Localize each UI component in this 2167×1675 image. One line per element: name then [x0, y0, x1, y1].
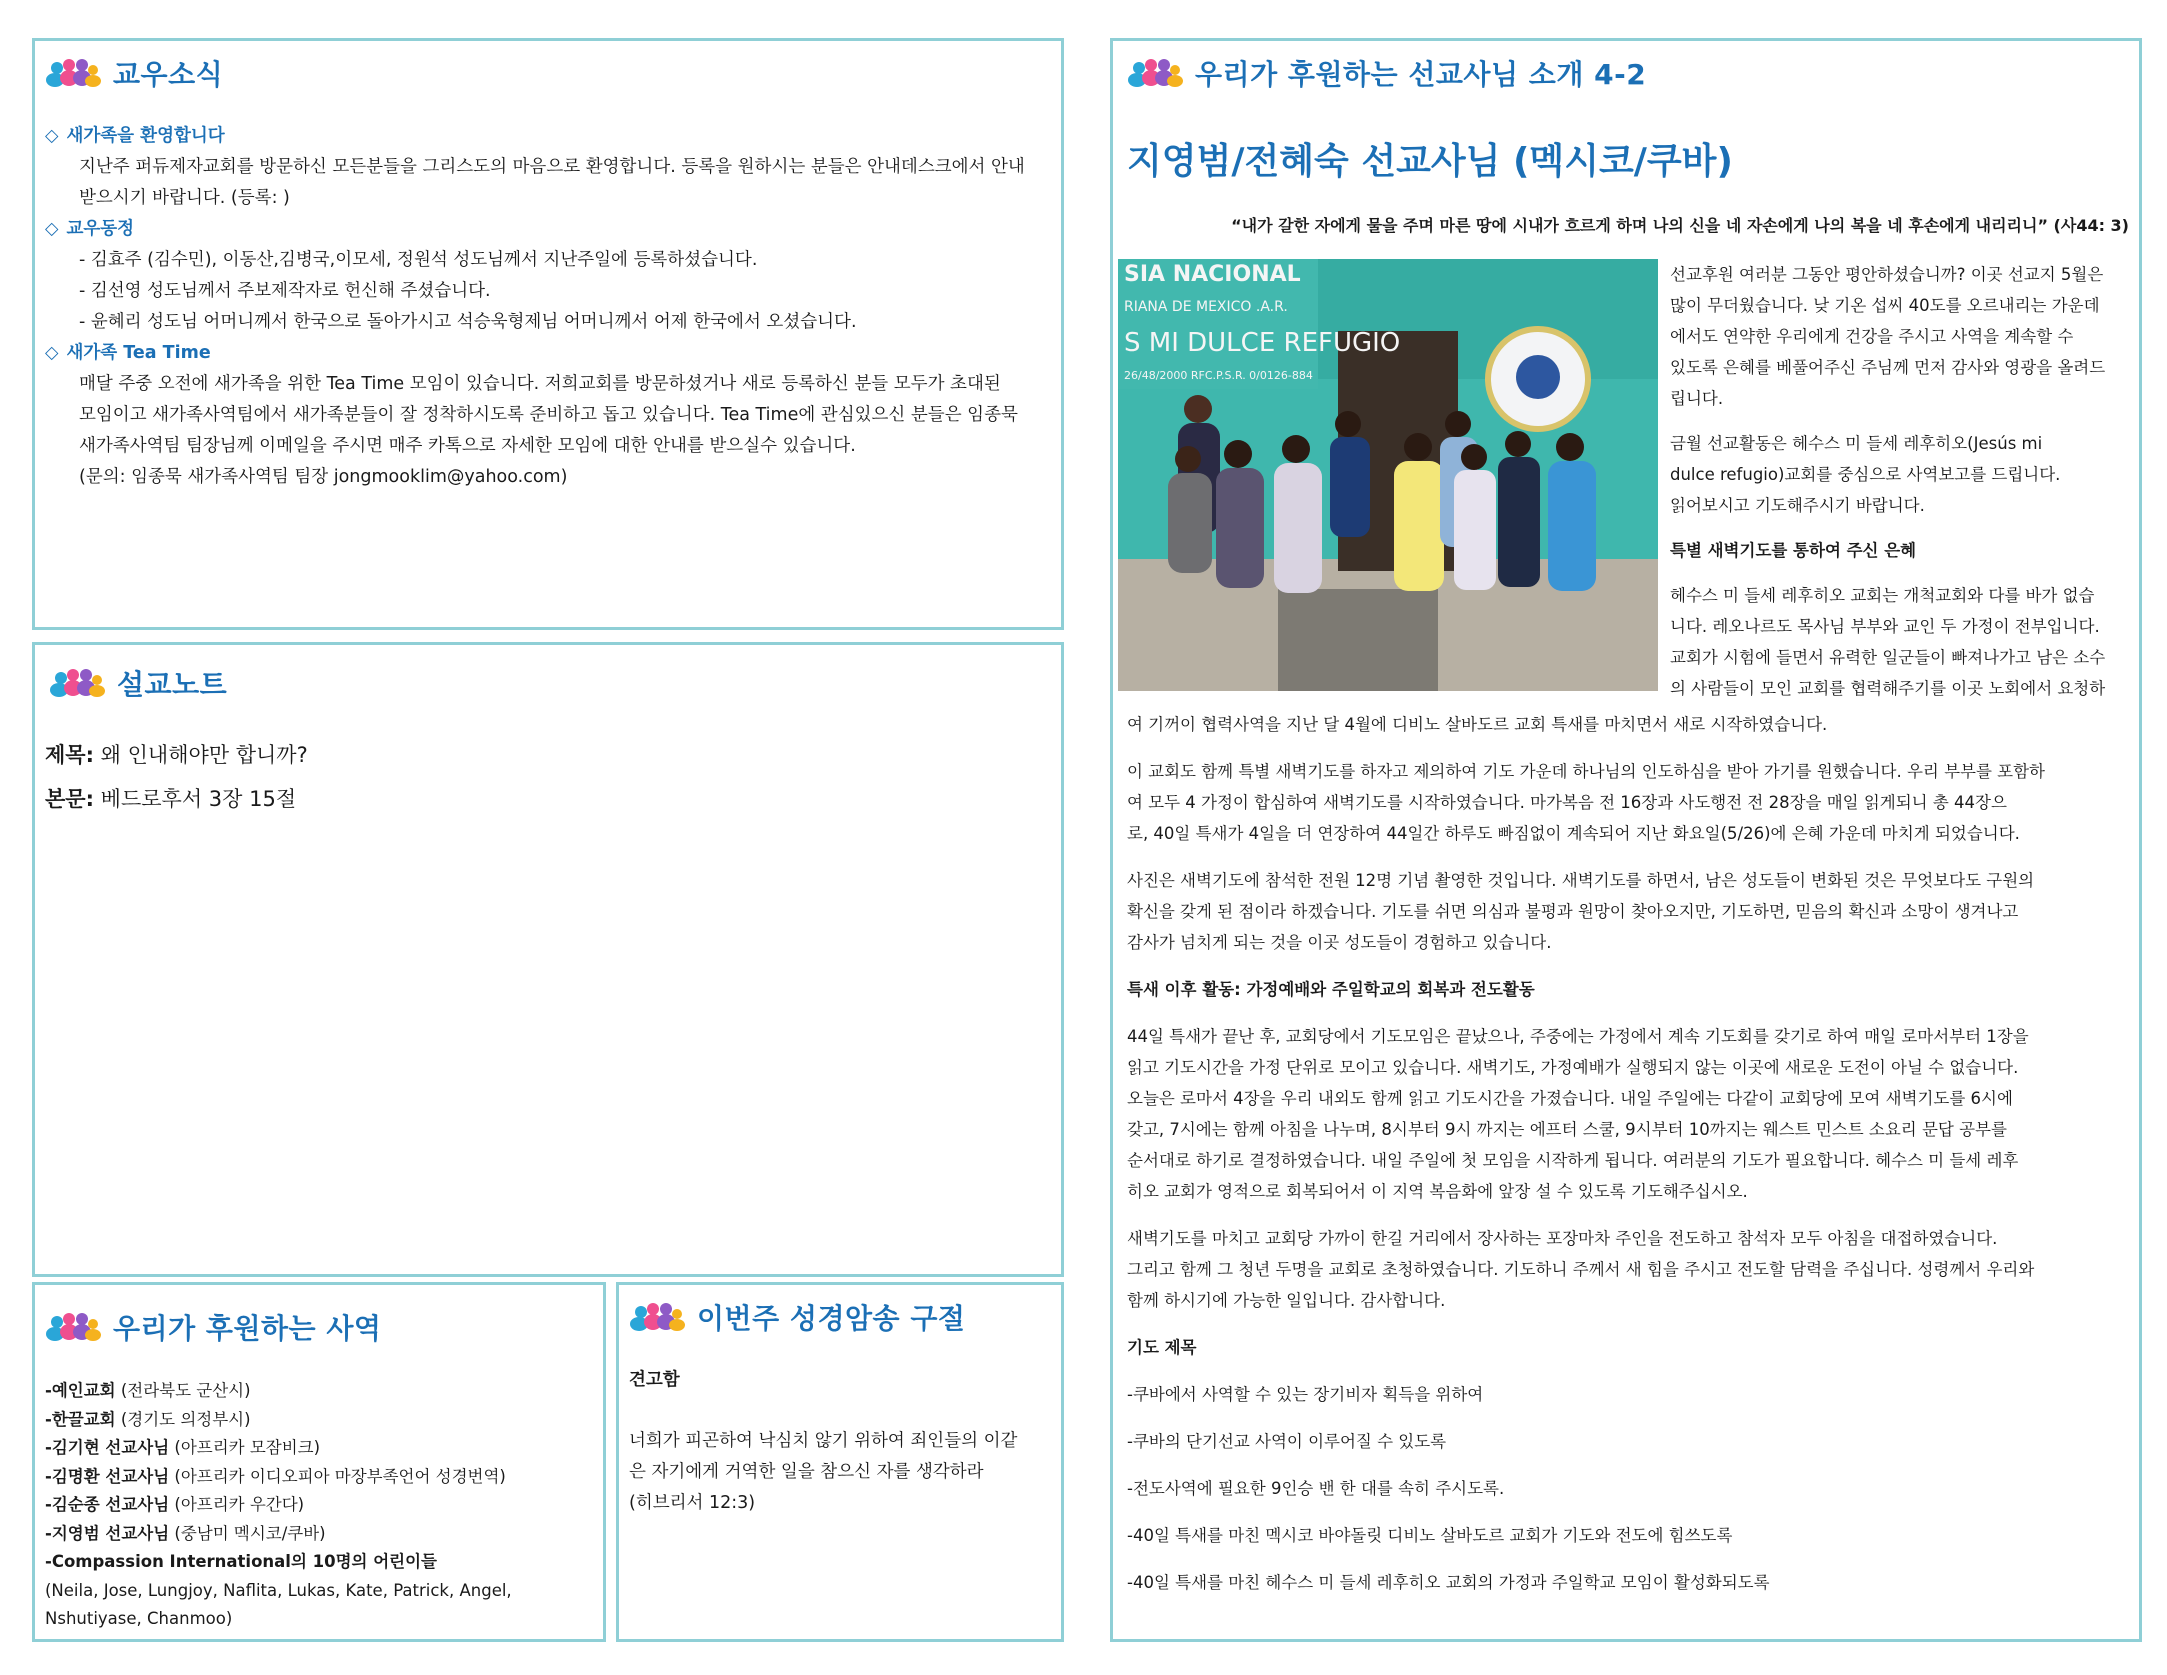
ministries-header [45, 1307, 381, 1347]
diamond-bullet-icon: ◇ [45, 219, 59, 239]
report-line: 순서대로 하기로 결정하였습니다. 내일 주일에 첫 모임을 시작하게 됩니다. 여러분의 기도가 필요합니다. 헤수스 미 들세 레후 [1127, 1151, 2019, 1170]
ministry-item: -Compassion International의 10명의 어린이들 [45, 1552, 437, 1571]
news-line: 받으시기 바랍니다. (등록: ) [79, 188, 290, 208]
grace-line: 니다. 레오나르도 목사님 부부와 교인 두 가정이 전부입니다. [1670, 617, 2100, 636]
group-photo [1118, 259, 1658, 691]
diamond-bullet-icon: ◇ [45, 126, 59, 146]
people-logo-icon [45, 1310, 101, 1344]
news-section-heading: ◇ 새가족을 환영합니다 [45, 126, 225, 146]
ministries-panel [32, 1282, 606, 1642]
photo-sign-text: SIA NACIONAL [1124, 262, 1301, 287]
news-line: - 김선영 성도님께서 주보제작자로 헌신해 주셨습니다. [79, 281, 491, 301]
missionary-report-body [1127, 709, 2127, 1598]
intro-line: 많이 무더웠습니다. 낮 기온 섭씨 40도를 오르내리는 가운데 [1670, 296, 2100, 315]
photo-sign-text: RIANA DE MEXICO .A.R. [1124, 299, 1288, 315]
intro-line: 선교후원 여러분 그동안 평안하셨습니까? 이곳 선교지 5월은 [1670, 265, 2104, 284]
prayer-item: -쿠바의 단기선교 사역이 이루어질 수 있도록 [1127, 1432, 1447, 1451]
report-line: 새벽기도를 마치고 교회당 가까이 한길 거리에서 장사하는 포장마차 주인을 전도하고 참석자 모두 아침을 대접하였습니다. [1127, 1229, 1998, 1248]
intro-line: 에서도 연약한 우리에게 건강을 주시고 사역을 계속할 수 [1670, 327, 2074, 346]
news-body [45, 121, 1051, 493]
news-title: 교우소식 [113, 58, 224, 91]
people-logo-icon [1127, 56, 1183, 90]
verse-line: 은 자기에게 거역한 일을 참으신 자를 생각하라 [629, 1462, 984, 1482]
ministry-children: (Neila, Jose, Lungjoy, Naflita, Lukas, Kate, Patrick, Angel, [45, 1580, 512, 1600]
sermon-panel [32, 642, 1064, 1277]
verse-line: 너희가 피곤하여 낙심치 않기 위하여 죄인들의 이같 [629, 1431, 1018, 1451]
ministry-item: -김기현 선교사님 (아프리카 모잠비크) [45, 1438, 321, 1457]
grace-line: 의 사람들이 모인 교회를 협력해주기를 이곳 노회에서 요청하 [1670, 679, 2106, 698]
report-line: 그리고 함께 그 청년 두명을 교회로 초청하였습니다. 기도하니 주께서 새 힘을 주시고 전도할 담력을 주십니다. 성령께서 우리와 [1127, 1260, 2035, 1279]
prayer-item: -쿠바에서 사역할 수 있는 장기비자 획득을 위하여 [1127, 1385, 1484, 1404]
verse-title: 이번주 성경암송 구절 [697, 1302, 966, 1335]
prayer-item: -전도사역에 필요한 9인승 밴 한 대를 속히 주시도록. [1127, 1479, 1505, 1498]
people-logo-icon [49, 666, 105, 700]
after-activity-heading: 특새 이후 활동: 가정예배와 주일학교의 회복과 전도활동 [1127, 980, 1535, 999]
report-line: 갖고, 7시에는 함께 아침을 나누며, 8시부터 9시 까지는 에프터 스쿨, 9시부터 10까지는 웨스트 민스트 소요리 문답 공부를 [1127, 1120, 2007, 1139]
ministry-item: -예인교회 (전라북도 군산시) [45, 1381, 251, 1400]
grace-line: 교회가 시험에 들면서 유력한 일군들이 빠져나가고 남은 소수 [1670, 648, 2106, 667]
report-line: 함께 하시기에 가능한 일입니다. 감사합니다. [1127, 1291, 1446, 1310]
news-header [45, 53, 223, 93]
missionary-quote: “내가 갈한 자에게 물을 주며 마른 땅에 시내가 흐르게 하며 나의 신을 네 자손에게 나의 복을 네 후손에게 내리리니” (사44: 3) [1231, 216, 2129, 235]
news-section-heading: ◇ 새가족 Tea Time [45, 343, 211, 363]
report-line: 히오 교회가 영적으로 회복되어서 이 지역 복음화에 앞장 설 수 있도록 기도해주십시오. [1127, 1182, 1748, 1201]
verse-reference: (히브리서 12:3) [629, 1493, 756, 1513]
sermon-body [45, 733, 308, 821]
news-line: 새가족사역팀 팀장님께 이메일을 주시면 매주 카톡으로 자세한 모임에 대한 안내를 받으실수 있습니다. [79, 436, 856, 456]
grace-heading: 특별 새벽기도를 통하여 주신 은혜 [1670, 541, 1917, 560]
missionary-intro-column [1670, 259, 2127, 704]
ministries-list [45, 1377, 597, 1634]
news-section-heading: ◇ 교우동정 [45, 219, 135, 239]
report-line: 오늘은 로마서 4장을 우리 내외도 함께 읽고 기도시간을 가졌습니다. 내일 주일에는 다같이 교회당에 모여 새벽기도를 6시에 [1127, 1089, 2013, 1108]
report-line: 여 모두 4 가정이 합심하여 새벽기도를 시작하였습니다. 마가복음 전 16장과 사도행전 전 28장을 매일 읽게되니 총 44장으 [1127, 793, 2007, 812]
sermon-subject-label: 제목: [45, 743, 94, 767]
report-line: 로, 40일 특새가 4일을 더 연장하여 44일간 하루도 빠짐없이 계속되어 지난 화요일(5/26)에 은혜 가운데 마치게 되었습니다. [1127, 824, 2020, 843]
news-panel [32, 38, 1064, 630]
ministry-children: Nshutiyase, Chanmoo) [45, 1609, 233, 1628]
news-line: 매달 주중 오전에 새가족을 위한 Tea Time 모임이 있습니다. 저희교회를 방문하셨거나 새로 등록하신 분들 모두가 초대된 [79, 374, 1001, 394]
report-line: 여 기꺼이 협력사역을 지난 달 4월에 디비노 살바도르 교회 특새를 마치면서 새로 시작하였습니다. [1127, 715, 1828, 734]
sermon-text: 베드로후서 3장 15절 [100, 787, 297, 811]
people-logo-icon [45, 56, 101, 90]
ministry-item: -김명환 선교사님 (아프리카 이디오피아 마장부족언어 성경번역) [45, 1466, 506, 1486]
prayer-item: -40일 특새를 마친 헤수스 미 들세 레후히오 교회의 가정과 주일학교 모임이 활성화되도록 [1127, 1573, 1770, 1592]
photo-sign-text: 26/48/2000 RFC.P.S.R. 0/0126-884 [1124, 369, 1313, 382]
news-line: - 김효주 (김수민), 이동산,김병국,이모세, 정원석 성도님께서 지난주일에 등록하셨습니다. [79, 250, 758, 270]
intro-line: 있도록 은혜를 베풀어주신 주님께 먼저 감사와 영광을 올려드 [1670, 358, 2106, 377]
intro-line: 읽어보시고 기도해주시기 바랍니다. [1670, 496, 1925, 515]
report-line: 사진은 새벽기도에 참석한 전원 12명 기념 촬영한 것입니다. 새벽기도를 하면서, 남은 성도들이 변화된 것은 무엇보다도 구원의 [1127, 871, 2035, 890]
report-line: 확신을 갖게 된 점이라 하겠습니다. 기도를 쉬면 의심과 불평과 원망이 찾아오지만, 기도하면, 믿음의 확신과 소망이 생겨나고 [1127, 902, 2019, 921]
verse-body [629, 1365, 1055, 1519]
sermon-text-row [45, 777, 308, 821]
grace-line: 헤수스 미 들세 레후히오 교회는 개척교회와 다를 바가 없습 [1670, 586, 2095, 605]
prayer-heading: 기도 제목 [1127, 1338, 1197, 1357]
missionary-panel [1110, 38, 2142, 1642]
report-line: 이 교회도 함께 특별 새벽기도를 하자고 제의하여 기도 가운데 하나님의 인도하심을 받아 가기를 원했습니다. 우리 부부를 포함하 [1127, 762, 2045, 781]
missionary-title: 우리가 후원하는 선교사님 소개 4-2 [1195, 58, 1647, 91]
verse-panel [616, 1282, 1064, 1642]
report-line: 44일 특새가 끝난 후, 교회당에서 기도모임은 끝났으나, 주중에는 가정에서 계속 기도회를 갖기로 하여 매일 로마서부터 1장을 [1127, 1027, 2029, 1046]
sermon-subject: 왜 인내해야만 합니까? [100, 743, 308, 767]
missionary-header [1127, 53, 1646, 93]
news-line: - 윤혜리 성도님 어머니께서 한국으로 돌아가시고 석승욱형제님 어머니께서 어제 한국에서 오셨습니다. [79, 312, 857, 332]
intro-line: dulce refugio)교회를 중심으로 사역보고를 드립니다. [1670, 465, 2061, 484]
verse-label: 견고함 [629, 1370, 680, 1390]
missionary-name: 지영범/전혜숙 선교사님 (멕시코/쿠바) [1127, 141, 1733, 182]
group-photo-image [1118, 259, 1658, 691]
ministry-item: -김순종 선교사님 (아프리카 우간다) [45, 1495, 305, 1514]
intro-line: 립니다. [1670, 389, 1724, 408]
report-line: 감사가 넘치게 되는 것을 이곳 성도들이 경험하고 있습니다. [1127, 933, 1552, 952]
diamond-bullet-icon: ◇ [45, 343, 59, 363]
ministry-item: -한끌교회 (경기도 의정부시) [45, 1409, 251, 1429]
sermon-text-label: 본문: [45, 787, 94, 811]
ministries-title: 우리가 후원하는 사역 [113, 1312, 382, 1345]
news-contact: (문의: 임종묵 새가족사역팀 팀장 jongmooklim@yahoo.com) [79, 467, 568, 487]
sermon-subject-row [45, 733, 308, 777]
people-logo-icon [629, 1300, 685, 1334]
sermon-header [49, 663, 227, 703]
news-line: 모임이고 새가족사역팀에서 새가족분들이 잘 정착하시도록 준비하고 돕고 있습니다. Tea Time에 관심있으신 분들은 임종묵 [79, 405, 1018, 425]
news-line: 지난주 퍼듀제자교회를 방문하신 모든분들을 그리스도의 마음으로 환영합니다. 등록을 원하시는 분들은 안내데스크에서 안내 [79, 157, 1025, 177]
sermon-title: 설교노트 [117, 668, 228, 701]
intro-line: 금월 선교활동은 헤수스 미 들세 레후히오(Jesús mi [1670, 434, 2043, 453]
verse-header [629, 1297, 965, 1337]
prayer-item: -40일 특새를 마친 멕시코 바야돌릿 디비노 살바도르 교회가 기도와 전도에 힘쓰도록 [1127, 1526, 1733, 1545]
photo-sign-text: S MI DULCE REFUGIO [1124, 328, 1401, 358]
ministry-item: -지영범 선교사님 (중남미 멕시코/쿠바) [45, 1523, 326, 1543]
report-line: 읽고 기도시간을 가정 단위로 모이고 있습니다. 새벽기도, 가정예배가 실행되지 않는 이곳에 새로운 도전이 아닐 수 없습니다. [1127, 1058, 2019, 1077]
